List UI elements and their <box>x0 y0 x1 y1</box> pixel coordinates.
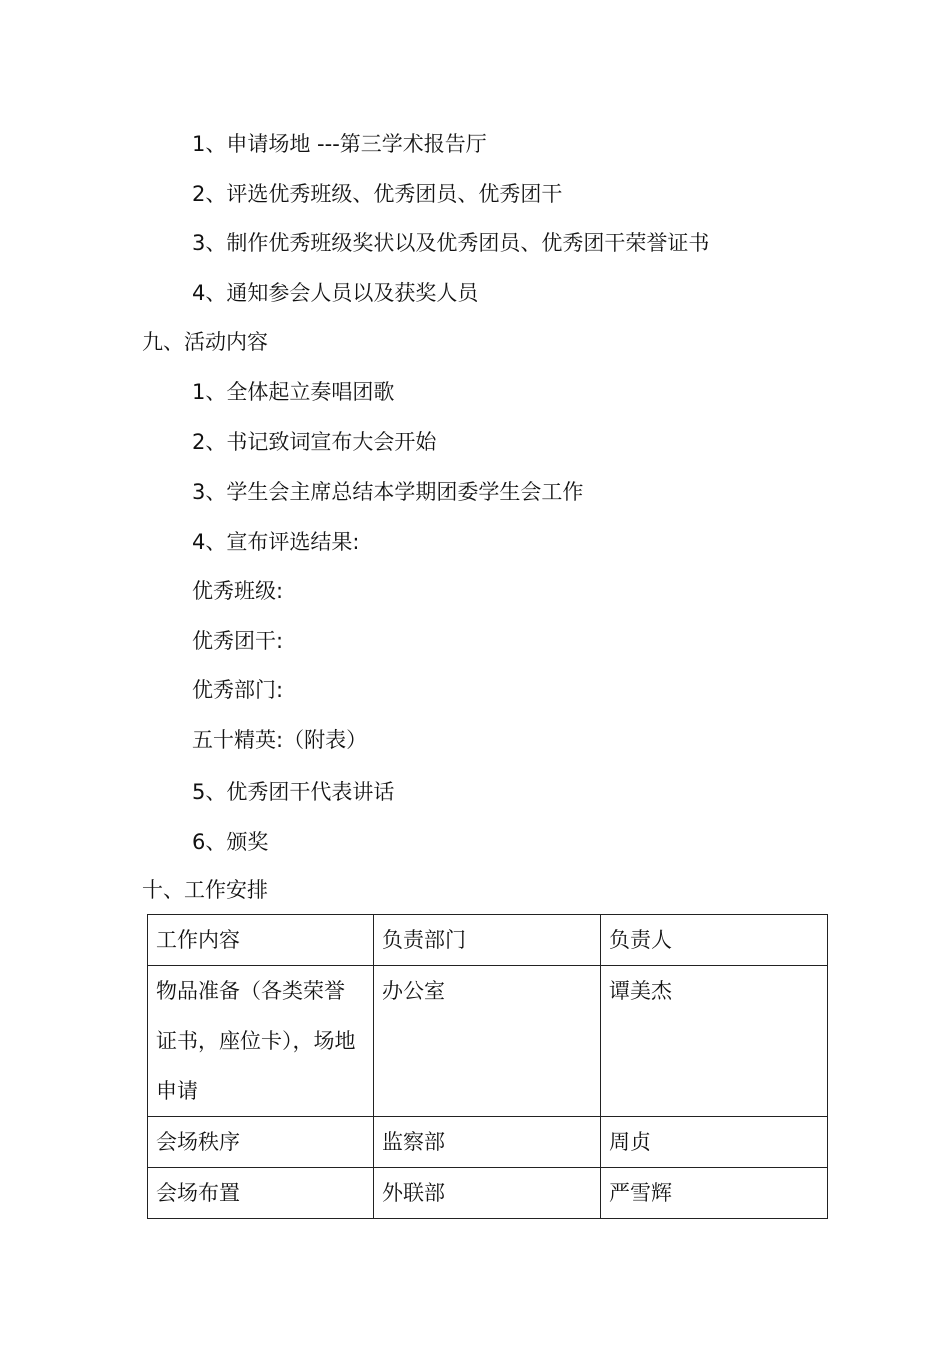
prep-item: 4、通知参会人员以及获奖人员 <box>192 281 479 305</box>
table-cell: 严雪辉 <box>601 1168 828 1219</box>
table-row <box>148 1168 828 1219</box>
work-arrangement-table <box>147 914 828 1219</box>
table-header-cell: 负责人 <box>601 915 828 966</box>
table-header-cell: 工作内容 <box>148 915 374 966</box>
table-cell: 周贞 <box>601 1117 828 1168</box>
activity-item: 2、书记致词宣布大会开始 <box>192 430 437 454</box>
table-cell: 监察部 <box>374 1117 601 1168</box>
table-cell: 外联部 <box>374 1168 601 1219</box>
table-cell: 谭美杰 <box>601 966 828 1117</box>
activity-item: 1、全体起立奏唱团歌 <box>192 380 395 404</box>
activity-item: 3、学生会主席总结本学期团委学生会工作 <box>192 480 584 504</box>
activity-item: 5、优秀团干代表讲话 <box>192 780 395 804</box>
award-category: 优秀部门: <box>192 678 284 702</box>
section-heading-work-arrangement: 十、工作安排 <box>142 878 268 902</box>
prep-item: 2、评选优秀班级、优秀团员、优秀团干 <box>192 182 563 206</box>
table-cell: 物品准备（各类荣誉证书，座位卡），场地申请 <box>148 966 374 1117</box>
prep-item: 3、制作优秀班级奖状以及优秀团员、优秀团干荣誉证书 <box>192 231 710 255</box>
section-heading-activities: 九、活动内容 <box>142 330 268 354</box>
activity-item: 6、颁奖 <box>192 830 269 854</box>
table-row <box>148 966 828 1117</box>
table-cell: 会场秩序 <box>148 1117 374 1168</box>
table-header-row <box>148 915 828 966</box>
table-cell: 办公室 <box>374 966 601 1117</box>
activity-item: 4、宣布评选结果: <box>192 530 360 554</box>
prep-item: 1、申请场地 ---第三学术报告厅 <box>192 132 487 156</box>
award-category: 优秀班级: <box>192 579 284 603</box>
table-cell: 会场布置 <box>148 1168 374 1219</box>
award-category: 优秀团干: <box>192 629 284 653</box>
table-row <box>148 1117 828 1168</box>
table-header-cell: 负责部门 <box>374 915 601 966</box>
award-category: 五十精英:（附表） <box>192 728 368 752</box>
